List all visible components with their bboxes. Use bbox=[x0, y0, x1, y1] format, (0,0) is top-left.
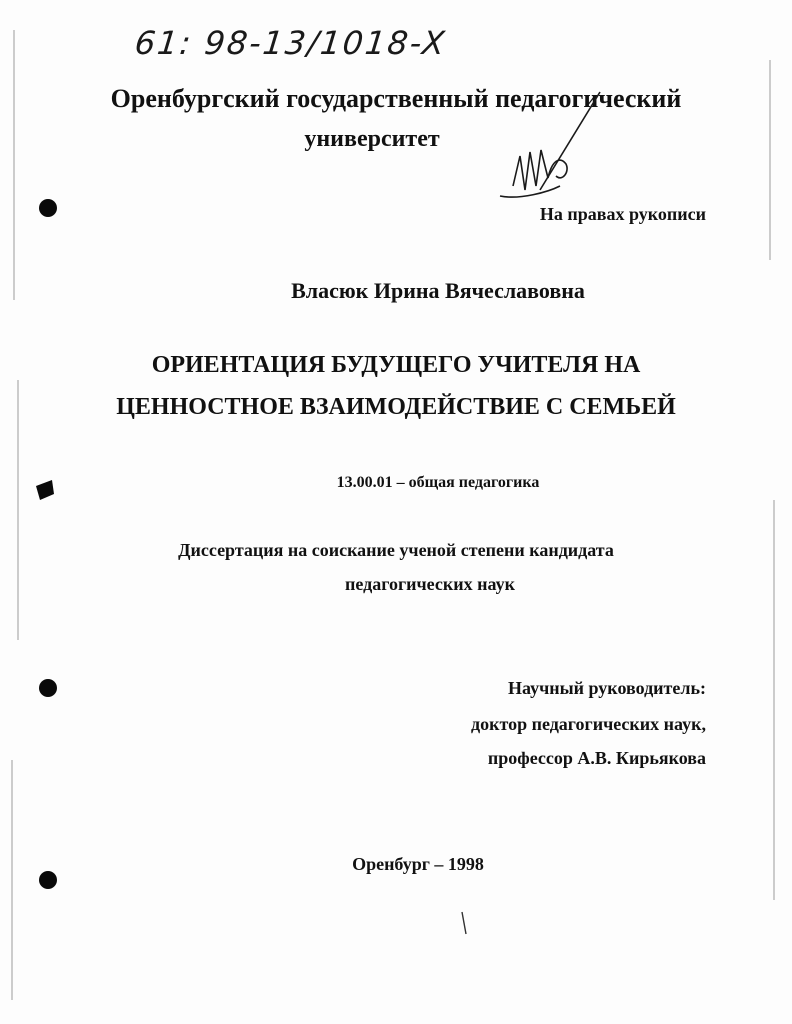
supervisor-name: профессор А.В. Кирьякова bbox=[487, 748, 706, 768]
city-year: Оренбург – 1998 bbox=[352, 854, 484, 874]
specialty-code: 13.00.01 – общая педагогика bbox=[336, 474, 540, 491]
supervisor-label: Научный руководитель: bbox=[508, 678, 706, 698]
author-name: Власюк Ирина Вячеславовна bbox=[291, 278, 585, 303]
dissertation-degree-line2: педагогических наук bbox=[345, 574, 515, 594]
university-name-line1: Оренбургский государственный педагогический bbox=[110, 84, 682, 113]
thesis-title-line1: ОРИЕНТАЦИЯ БУДУЩЕГО УЧИТЕЛЯ НА bbox=[151, 352, 641, 378]
handwritten-archive-number: 61: 98-13/1018-X bbox=[133, 24, 449, 62]
thesis-title-line2: ЦЕННОСТНОЕ ВЗАИМОДЕЙСТВИЕ С СЕМЬЕЙ bbox=[116, 394, 676, 420]
university-name-line2: университет bbox=[304, 126, 440, 152]
supervisor-degree: доктор педагогических наук, bbox=[470, 714, 706, 734]
dissertation-degree-line1: Диссертация на соискание ученой степени кандидата bbox=[178, 540, 614, 560]
manuscript-rights-label: На правах рукописи bbox=[539, 204, 706, 224]
